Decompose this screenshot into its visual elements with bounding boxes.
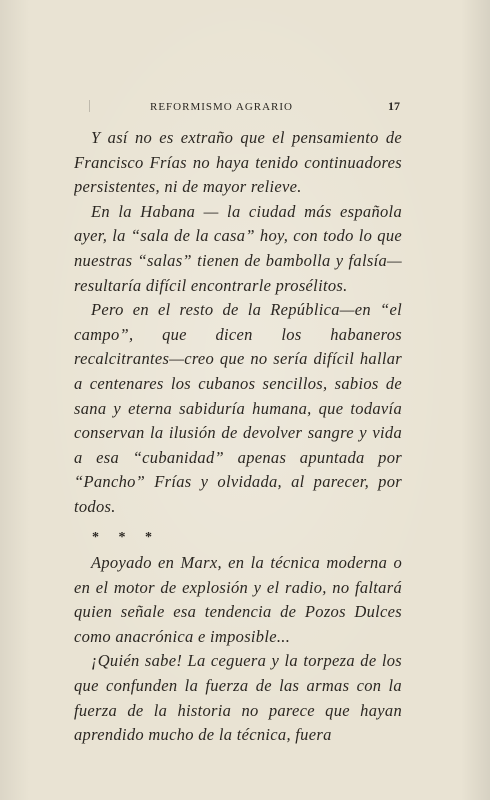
section-separator: * * * [92, 529, 160, 545]
paragraph-4: Apoyado en Marx, en la técnica moderna o en el motor de explosión y el radio, no faltará quien señale esa tendencia de Pozos Dulces como anacrónica e imposible... [74, 553, 402, 646]
running-header [150, 99, 400, 117]
paragraph-3: Pero en el resto de la República—en “el campo”, que dicen los habaneros recalcitrantes—creo que no sería difícil hallar a centenares los cubanos sencillos, sabios de sana y eterna sabiduría humana, que todavía conservan la ilusión de devolver sangre y vida a esa “cubanidad” apenas apuntada por “Pancho” Frías y olvidada, al parecer, por todos. [74, 300, 402, 516]
running-title: REFORMISMO AGRARIO [150, 101, 293, 113]
page-body [74, 126, 402, 746]
paragraph-2: En la Habana — la ciudad más española ayer, la “sala de la casa” hoy, con todo lo que nuestras “salas” tienen de bambolla y falsía—resultaría difícil encontrarle prosélitos. [74, 201, 402, 295]
page-mark [89, 100, 90, 112]
paragraph-5: ¡Quién sabe! La ceguera y la torpeza de los que confunden la fuerza de las armas con la fuerza de la historia no parece que hayan aprendido mucho de la técnica, fuera [74, 651, 402, 745]
paragraph-1: Y así no es extraño que el pensamiento de Francisco Frías no haya tenido continuadores persistentes, ni de mayor relieve. [74, 128, 402, 197]
page-number: 17 [388, 99, 400, 113]
